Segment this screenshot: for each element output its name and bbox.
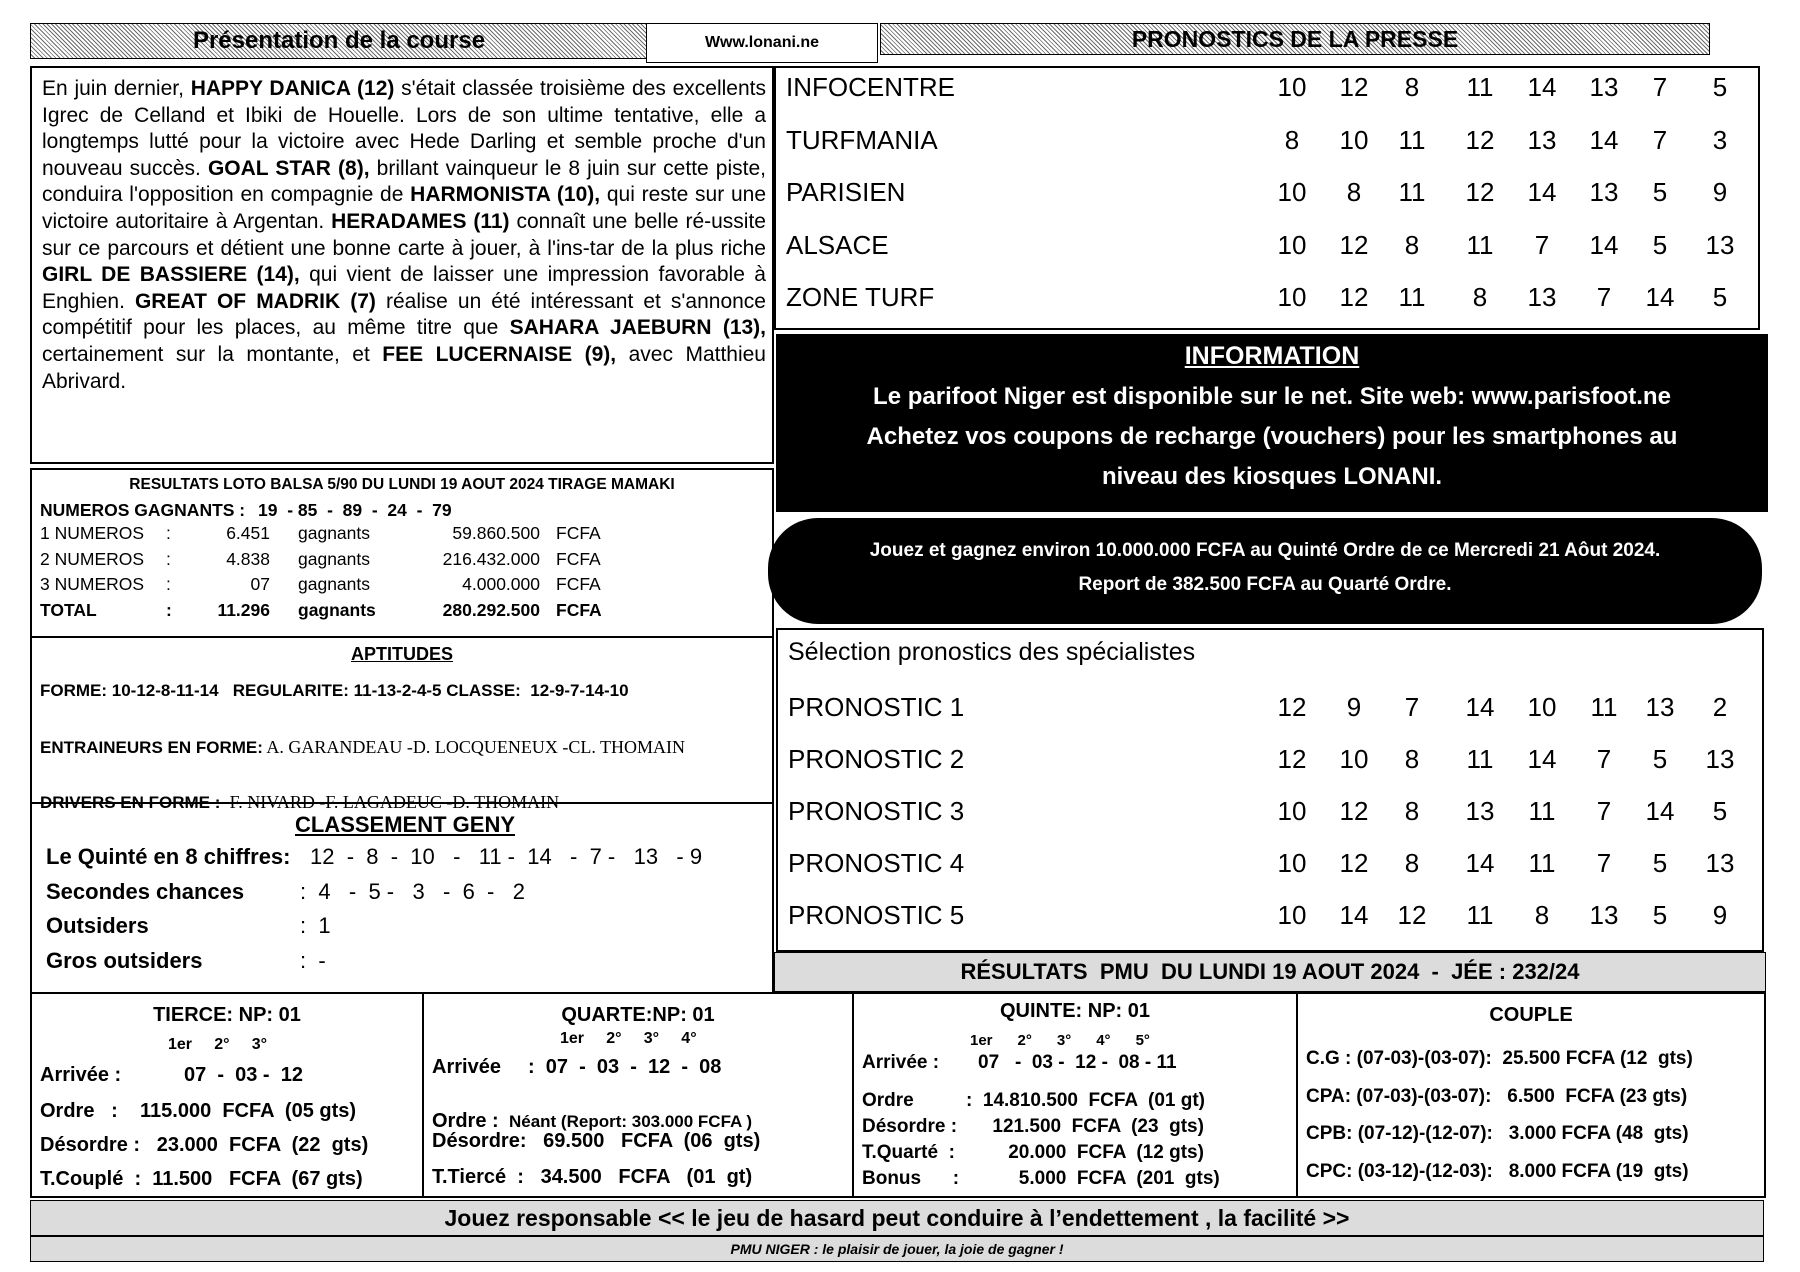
press-header (880, 23, 1710, 55)
pronostic-number: 12 (1339, 848, 1369, 878)
jackpot-banner (768, 518, 1762, 624)
quinte-label: Ordre (862, 1090, 914, 1111)
pronostic-number: 8 (1284, 124, 1300, 155)
couple-title: COUPLE (1489, 1004, 1573, 1026)
quarte-ordre: Ordre : Néant (Report: 303.000 FCFA ) (432, 1110, 753, 1132)
information-line3: niveau des kiosques LONANI. (1101, 463, 1443, 490)
pronostic-number: 10 (1277, 848, 1307, 878)
selection-title: Sélection pronostics des spécialistes (788, 638, 1196, 666)
pronostic-number: 7 (1652, 124, 1668, 155)
pronostic-number: 5 (1652, 848, 1668, 878)
loto-cell-label: 3 NUMEROS (40, 574, 145, 594)
quinte-arrivee: 07 - 03 - 12 - 08 - 11 (978, 1052, 1177, 1073)
pronostic-number: 9 (1346, 692, 1362, 722)
pronostic-number: 3 (1712, 124, 1728, 155)
aptitudes-box (30, 636, 774, 812)
tierce-ordre: Ordre : 115.000 FCFA (05 gts) (40, 1100, 357, 1122)
responsible-banner: Jouez responsable << le jeu de hasard peut conduire à l’endettement , la facilité >> (30, 1200, 1764, 1236)
quinte-box (852, 992, 1298, 1198)
loto-table (40, 523, 764, 627)
presentation-text (42, 76, 766, 395)
couple-row: CPC: (03-12)-(12-03): 8.000 FCFA (19 gts) (1306, 1160, 1689, 1182)
pronostic-name: PRONOSTIC 4 (788, 848, 965, 878)
quinte-value: : 14.810.500 FCFA (01 gt) (966, 1090, 1205, 1111)
pronostic-number: 13 (1589, 900, 1619, 930)
horse-name: HERADAMES (11) (331, 209, 510, 233)
loto-cell-count: 07 (250, 574, 270, 594)
pronostic-number: 8 (1404, 796, 1420, 826)
pronostic-number: 5 (1712, 796, 1728, 826)
horse-name: GOAL STAR (8), (207, 156, 370, 180)
pronostic-number: 14 (1465, 848, 1495, 878)
loto-cell-cur: FCFA (556, 548, 601, 569)
pronostic-number: 13 (1527, 282, 1557, 312)
quinte-arrivee-label: Arrivée : (862, 1052, 940, 1073)
website-label: Www.lonani.ne (646, 23, 878, 63)
pronostic-number: 5 (1652, 177, 1668, 207)
presentation-fragment: s'était classée troisième des excellents Igrec de Celland et Ibiki de Houelle. Lors de son ultime tentative, elle a longtemps lutté pour la victoire avec Hede Darling et semble proche d'un nouveau succès. (42, 77, 766, 180)
pronostic-number: 8 (1404, 72, 1420, 102)
presentation-fragment: qui reste sur une victoire autoritaire à Argentan. (42, 183, 767, 233)
pronostic-number: 13 (1589, 72, 1619, 102)
information-line1: Le parifoot Niger est disponible sur le net. Site web: www.parisfoot.ne (873, 383, 1671, 410)
presentation-title: Présentation de la course (192, 27, 486, 54)
loto-cell-label: 2 NUMEROS (40, 548, 145, 569)
horse-name: SAHARA JAEBURN (13), (509, 316, 767, 340)
pronostic-number: 5 (1712, 72, 1728, 102)
quarte-desordre: Désordre: 69.500 FCFA (06 gts) (432, 1130, 761, 1152)
press-box (774, 66, 1760, 330)
loto-cell-count: 11.296 (217, 599, 270, 620)
pronostic-name: PRONOSTIC 2 (788, 744, 965, 774)
couple-box (1296, 992, 1766, 1198)
pronostic-number: 2 (1712, 692, 1728, 722)
loto-winning-label: NUMEROS GAGNANTS : (40, 500, 246, 520)
tierce-title: TIERCE: NP: 01 (153, 1004, 301, 1026)
pronostic-number: 11 (1528, 848, 1556, 878)
pronostic-number: 11 (1398, 124, 1426, 155)
horse-name: GREAT OF MADRIK (7) (134, 289, 376, 313)
quinte-label: T.Quarté : (862, 1142, 955, 1163)
pronostic-number: 7 (1404, 692, 1420, 722)
pronostic-number: 13 (1645, 692, 1675, 722)
pronostic-number: 10 (1277, 900, 1307, 930)
loto-cell-cur: FCFA (556, 599, 602, 620)
pronostic-number: 12 (1339, 72, 1369, 102)
aptitudes-entraineurs: ENTRAINEURS EN FORME: A. GARANDEAU -D. LOCQUENEUX -CL. THOMAIN (40, 737, 686, 757)
pronostic-number: 11 (1590, 692, 1618, 722)
slogan-banner: PMU NIGER : le plaisir de jouer, la joie de gagner ! (30, 1236, 1764, 1262)
loto-cell-cur: FCFA (556, 523, 601, 543)
tierce-tcouple: T.Couplé : 11.500 FCFA (67 gts) (40, 1168, 363, 1190)
pronostic-number: 12 (1277, 744, 1307, 774)
selection-box (776, 628, 1764, 952)
pronostic-number: 14 (1527, 72, 1557, 102)
pronostic-number: 5 (1652, 744, 1668, 774)
pronostic-number: 10 (1277, 177, 1307, 207)
pronostic-number: 7 (1596, 282, 1612, 312)
pronostic-number: 10 (1277, 282, 1307, 312)
quarte-arrivee: : 07 - 03 - 12 - 08 (528, 1056, 722, 1078)
pronostic-number: 14 (1589, 229, 1619, 260)
tierce-box (30, 992, 424, 1198)
pronostic-number: 14 (1465, 692, 1495, 722)
presentation-fragment: brillant vainqueur le 8 juin sur cette piste, conduira l'opposition en compagnie de (42, 156, 766, 207)
classement-value: : 4 - 5 - 3 - 6 - 2 (300, 878, 525, 904)
loto-cell-g: gagnants (298, 523, 371, 543)
pronostic-number: 14 (1589, 124, 1619, 155)
presentation-fragment: certainement sur la montante, et (42, 342, 383, 366)
classement-label: Secondes chances (46, 878, 245, 904)
classement-label: Outsiders (46, 913, 149, 938)
classement-box (30, 802, 774, 994)
tierce-desordre: Désordre : 23.000 FCFA (22 gts) (40, 1134, 369, 1156)
loto-cell-g: gagnants (298, 548, 371, 569)
pronostic-number: 13 (1705, 744, 1735, 774)
pronostic-name: ZONE TURF (786, 282, 935, 312)
pronostic-number: 7 (1652, 72, 1668, 102)
pronostic-number: 10 (1527, 692, 1557, 722)
pronostic-name: PRONOSTIC 3 (788, 796, 965, 826)
pronostic-number: 11 (1398, 282, 1426, 312)
pronostic-number: 10 (1277, 796, 1307, 826)
information-title: INFORMATION (1184, 342, 1360, 370)
pronostic-number: 14 (1645, 796, 1675, 826)
jackpot-line2: Report de 382.500 FCFA au Quarté Ordre. (1078, 574, 1452, 595)
loto-cell-label: TOTAL (40, 599, 97, 620)
classement-value: 12 - 8 - 10 - 11 - 14 - 7 - 13 - 9 (310, 844, 703, 869)
pronostic-number: 10 (1339, 124, 1369, 155)
pronostic-number: 7 (1534, 229, 1550, 260)
pronostic-number: 5 (1652, 229, 1668, 260)
classement-label: Gros outsiders (46, 947, 203, 973)
horse-name: GIRL DE BASSIERE (14), (42, 263, 300, 287)
aptitudes-drivers: DRIVERS EN FORME : F. NIVARD -F. LAGADEUC -D. THOMAIN (40, 792, 560, 812)
pronostic-number: 14 (1527, 744, 1557, 774)
aptitudes-title: APTITUDES (350, 644, 453, 664)
pronostic-number: 8 (1404, 744, 1420, 774)
quarte-places: 1er 2° 3° 4° (560, 1030, 697, 1047)
loto-cell-sep: : (166, 574, 171, 594)
pronostic-name: INFOCENTRE (786, 72, 955, 102)
pronostic-name: PRONOSTIC 5 (788, 900, 965, 930)
pronostic-number: 13 (1527, 124, 1557, 155)
pronostic-number: 8 (1404, 229, 1420, 260)
horse-name: FEE LUCERNAISE (9), (382, 342, 617, 366)
quarte-ttierce: T.Tiercé : 34.500 FCFA (01 gt) (432, 1166, 753, 1188)
pronostic-number: 11 (1466, 744, 1494, 774)
couple-row: CPA: (07-03)-(03-07): 6.500 FCFA (23 gts) (1306, 1085, 1688, 1107)
pronostic-number: 12 (1339, 796, 1369, 826)
loto-cell-cur: FCFA (556, 574, 601, 594)
loto-cell-amount: 59.860.500 (452, 523, 540, 543)
presentation-fragment: connaît une belle ré-ussite sur ce parcours et détient une bonne carte à jouer, à l'ins-tar de la plus riche (42, 209, 766, 260)
tierce-arrivee-label: Arrivée : (40, 1064, 122, 1086)
pronostic-number: 11 (1466, 900, 1494, 930)
quinte-value: 20.000 FCFA (12 gts) (966, 1142, 1204, 1163)
loto-cell-amount: 280.292.500 (442, 599, 540, 620)
presentation-fragment: En juin dernier, (42, 77, 191, 100)
tierce-arrivee: 07 - 03 - 12 (184, 1064, 303, 1086)
couple-row: CPB: (07-12)-(12-07): 3.000 FCFA (48 gts) (1306, 1123, 1689, 1144)
classement-value: : - (300, 947, 326, 973)
pronostic-number: 10 (1277, 229, 1307, 260)
resultats-header: RÉSULTATS PMU DU LUNDI 19 AOUT 2024 - JÉE : 232/24 (774, 952, 1766, 992)
horse-name: HAPPY DANICA (12) (190, 77, 395, 100)
loto-cell-count: 6.451 (226, 523, 270, 543)
couple-row: C.G : (07-03)-(03-07): 25.500 FCFA (12 gts) (1306, 1048, 1693, 1069)
tierce-places: 1er 2° 3° (168, 1036, 268, 1053)
pronostic-name: PARISIEN (786, 177, 906, 207)
loto-cell-g: gagnants (298, 574, 371, 594)
jackpot-line1: Jouez et gagnez environ 10.000.000 FCFA au Quinté Ordre de ce Mercredi 21 Aôut 2024. (869, 540, 1661, 561)
loto-cell-amount: 4.000.000 (462, 574, 540, 594)
quarte-arrivee-label: Arrivée (432, 1056, 501, 1078)
classement-value: : 1 (300, 913, 331, 938)
pronostic-number: 11 (1466, 229, 1494, 260)
pronostic-name: PRONOSTIC 1 (788, 692, 965, 722)
aptitudes-forme: FORME: 10-12-8-11-14 REGULARITE: 11-13-2-4-5 CLASSE: 12-9-7-14-10 (40, 681, 629, 700)
pronostic-number: 14 (1527, 177, 1557, 207)
pronostic-number: 5 (1652, 900, 1668, 930)
presentation-box (30, 66, 774, 464)
pronostic-number: 8 (1534, 900, 1550, 930)
pronostic-number: 12 (1397, 900, 1427, 930)
loto-winning-row (40, 500, 764, 521)
pronostic-number: 12 (1339, 282, 1369, 312)
pronostic-number: 8 (1404, 848, 1420, 878)
loto-cell-g: gagnants (298, 599, 376, 620)
pronostic-number: 12 (1339, 229, 1369, 260)
loto-title: RESULTATS LOTO BALSA 5/90 DU LUNDI 19 AOUT 2024 TIRAGE MAMAKI (129, 476, 675, 493)
information-box (776, 334, 1768, 512)
pronostic-number: 14 (1339, 900, 1369, 930)
pronostic-number: 12 (1465, 177, 1495, 207)
pronostic-number: 11 (1398, 177, 1426, 207)
loto-cell-sep: : (166, 599, 172, 620)
presentation-fragment: qui vient de laisser une impression favorable à Enghien. (42, 263, 766, 313)
loto-cell-count: 4.838 (226, 548, 270, 569)
pronostic-number: 11 (1528, 796, 1556, 826)
information-line2: Achetez vos coupons de recharge (vouchers) pour les smartphones au (866, 423, 1678, 450)
pronostic-number: 13 (1465, 796, 1495, 826)
pronostic-number: 9 (1712, 177, 1728, 207)
classement-title: CLASSEMENT GENY (294, 812, 516, 837)
pronostic-number: 10 (1277, 72, 1307, 102)
presentation-fragment: réalise un été intéressant et s'annonce compétitif pour les places, au même titre que (42, 289, 766, 340)
quarte-box (422, 992, 854, 1198)
loto-cell-amount: 216.432.000 (442, 548, 540, 569)
pronostic-number: 5 (1712, 282, 1728, 312)
pronostic-number: 7 (1596, 796, 1612, 826)
quarte-title: QUARTE:NP: 01 (561, 1004, 715, 1026)
pronostic-number: 8 (1346, 177, 1362, 207)
pronostic-number: 7 (1596, 848, 1612, 878)
press-title: PRONOSTICS DE LA PRESSE (1131, 25, 1459, 52)
pronostic-number: 12 (1277, 692, 1307, 722)
pronostic-number: 13 (1589, 177, 1619, 207)
loto-cell-sep: : (166, 548, 171, 569)
pronostic-number: 13 (1705, 229, 1735, 260)
loto-cell-sep: : (166, 523, 171, 543)
quinte-places: 1er 2° 3° 4° 5° (970, 1032, 1150, 1049)
quinte-value: 5.000 FCFA (201 gts) (966, 1168, 1220, 1189)
loto-cell-label: 1 NUMEROS (40, 523, 145, 543)
presentation-header (30, 23, 648, 59)
pronostic-number: 14 (1645, 282, 1675, 312)
loto-box (30, 468, 774, 638)
quinte-label: Bonus : (862, 1168, 960, 1189)
horse-name: HARMONISTA (10), (410, 183, 601, 207)
classement-label: Le Quinté en 8 chiffres: (46, 844, 291, 869)
pronostic-number: 13 (1705, 848, 1735, 878)
pronostic-number: 7 (1596, 744, 1612, 774)
loto-winning-numbers: 19 - 85 - 89 - 24 - 79 (258, 500, 452, 520)
pronostic-name: ALSACE (786, 229, 889, 260)
pronostic-name: TURFMANIA (786, 124, 938, 155)
pronostic-number: 10 (1339, 744, 1369, 774)
pronostic-number: 12 (1465, 124, 1495, 155)
pronostic-number: 8 (1472, 282, 1488, 312)
presentation-fragment: avec Matthieu Abrivard. (42, 342, 766, 393)
pronostic-number: 11 (1466, 72, 1494, 102)
quinte-title: QUINTE: NP: 01 (999, 1000, 1151, 1022)
quinte-value: 121.500 FCFA (23 gts) (966, 1116, 1204, 1137)
quinte-label: Désordre : (862, 1116, 958, 1137)
pronostic-number: 9 (1712, 900, 1728, 930)
